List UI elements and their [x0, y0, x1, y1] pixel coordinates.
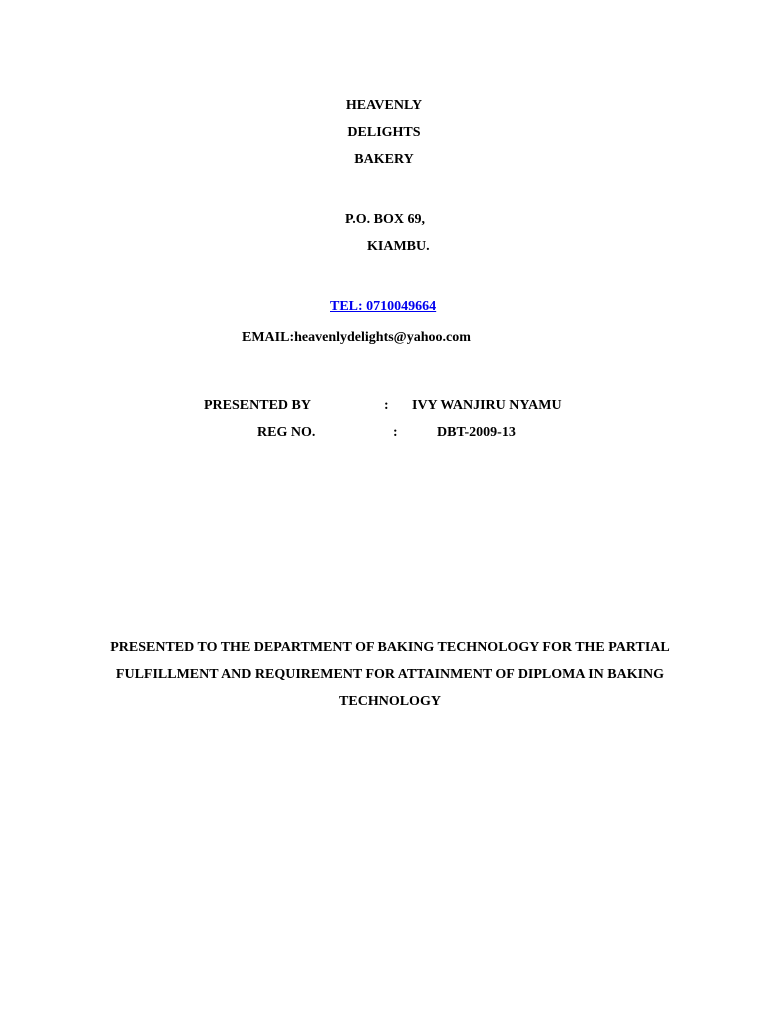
company-name-line-1: HEAVENLY: [345, 98, 423, 113]
town: KIAMBU.: [367, 239, 430, 254]
presentation-statement: [80, 634, 700, 715]
reg-no-label: REG NO.: [257, 425, 316, 440]
statement-line-1: PRESENTED TO THE DEPARTMENT OF BAKING TECHNOLOGY FOR THE PARTIAL: [110, 640, 670, 655]
reg-no-value: DBT-2009-13: [437, 425, 516, 440]
statement-line-3: TECHNOLOGY: [339, 694, 441, 709]
company-name-line-2: DELIGHTS: [347, 125, 421, 140]
presented-by-label: PRESENTED BY: [204, 398, 311, 413]
telephone-link[interactable]: TEL: 0710049664: [330, 299, 437, 314]
presented-by-colon: :: [384, 398, 389, 413]
presented-by-value: IVY WANJIRU NYAMU: [412, 398, 562, 413]
reg-no-colon: :: [393, 425, 398, 440]
company-name-line-3: BAKERY: [354, 152, 414, 167]
email-text: EMAIL:heavenlydelights@yahoo.com: [242, 330, 471, 345]
statement-line-2: FULFILLMENT AND REQUIREMENT FOR ATTAINMENT OF DIPLOMA IN BAKING: [115, 667, 665, 682]
po-box: P.O. BOX 69,: [345, 212, 425, 227]
